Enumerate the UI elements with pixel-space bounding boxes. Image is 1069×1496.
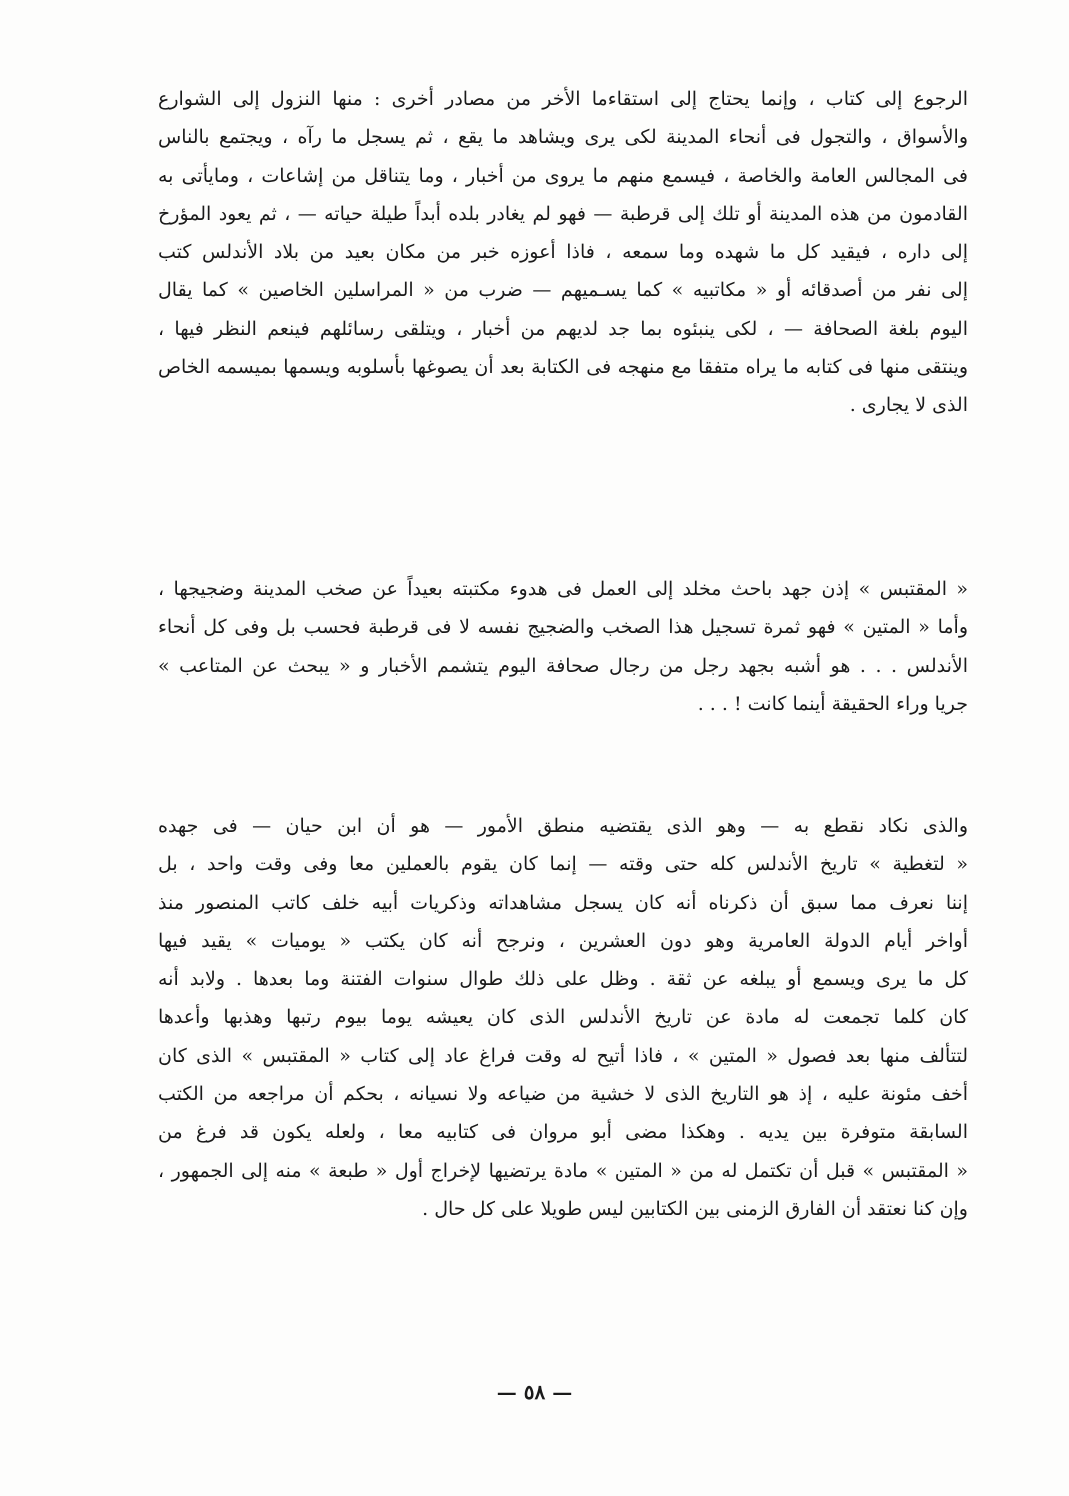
text-line: لتتألف منها بعد فصول « المتين » ، فاذا أتيح له وقت فراغ عاد إلى كتاب « المقتبس » الذى كان xyxy=(158,1044,968,1067)
text-line: والأسواق ، والتجول فى أنحاء المدينة لكى يرى ويشاهد ما يقع ، ثم يسجل ما رآه ، ويجتمع بالناس xyxy=(158,126,968,149)
text-line: الذى لا يجارى . xyxy=(849,394,968,417)
text-line: وأما « المتين » فهو ثمرة تسجيل هذا الصخب والضجيج نفسه لا فى قرطبة فحسب بل وفى كل أنحاء xyxy=(158,616,968,639)
text-line: اليوم بلغة الصحافة — ، لكى ينبئوه بما جد لديهم من أخبار ، ويتلقى رسائلهم فينعم النظر فيها ، xyxy=(158,317,968,340)
text-line: إلى نفر من أصدقائه أو « مكاتبيه » كما يسـميهم — ضرب من « المراسلين الخاصين » كما يقال xyxy=(158,279,968,302)
text-line: الأندلس . . . هو أشبه بجهد رجل من رجال صحافة اليوم يتشمم الأخبار و « يبحث عن المتاعب » xyxy=(158,654,968,677)
text-line: والذى نكاد نقطع به — وهو الذى يقتضيه منطق الأمور — هو أن ابن حيان — فى جهده xyxy=(158,815,968,837)
text-line: « المقتبس » قبل أن تكتمل له من « المتين » مادة يرتضيها لإخراج أول « طبعة » منه إلى الجمهور ، xyxy=(158,1159,968,1182)
text-line: وينتقى منها فى كتابه ما يراه متفقا مع منهجه فى الكتابة بعد أن يصوغها بأسلوبه ويسمها بميسمه الخاص xyxy=(158,356,968,379)
text-line: « لتغطية » تاريخ الأندلس كله حتى وقته — إنما كان يقوم بالعملين معا وفى وقت واحد ، بل xyxy=(158,853,968,876)
text-line: كل ما يرى ويسمع أو يبلغه عن ثقة . وظل على ذلك طوال سنوات الفتنة وما بعدها . ولابد أنه xyxy=(158,968,968,991)
text-line: أواخر أيام الدولة العامرية وهو دون العشرين ، ونرجح أنه كان يكتب « يوميات » يقيد فيها xyxy=(158,929,968,952)
text-line: وإن كنا نعتقد أن الفارق الزمنى بين الكتابين ليس طويلا على كل حال . xyxy=(422,1197,968,1220)
text-line: إلى داره ، فيقيد كل ما شهده وما سمعه ، فاذا أعوزه خبر من مكان بعيد من بلاد الأندلس كتب xyxy=(158,241,968,264)
text-line: الرجوع إلى كتاب ، وإنما يحتاج إلى استقاءما الأخر من مصادر أخرى : منها النزول إلى الشوارع xyxy=(158,88,968,110)
text-line: « المقتبس » إذن جهد باحث مخلد إلى العمل فى هدوء مكتبته بعيداً عن صخب المدينة وضجيجها ، xyxy=(158,578,968,600)
paragraph-1 xyxy=(158,80,968,425)
text-line: جريا وراء الحقيقة أينما كانت ! . . . xyxy=(697,692,968,715)
page-number: — ٥٨ — xyxy=(496,1380,573,1404)
paragraph-2 xyxy=(158,570,968,723)
text-line: إننا نعرف مما سبق أن ذكرناه أنه كان يسجل مشاهداته وذكريات أبيه خلف كاتب المنصور منذ xyxy=(158,891,968,914)
text-line: فى المجالس العامة والخاصة ، فيسمع منهم ما يروى من أخبار ، وما يتناقل من إشاعات ، ومايأتى به xyxy=(158,164,968,187)
paragraph-3 xyxy=(158,807,968,1228)
text-line: أخف مئونة عليه ، إذ هو التاريخ الذى لا خشية من ضياعه ولا نسيانه ، بحكم أن مراجعه من الكتب xyxy=(158,1083,968,1106)
text-line: القادمون من هذه المدينة أو تلك إلى قرطبة — فهو لم يغادر بلده أبداً طيلة حياته — ، ثم يعود المؤرخ xyxy=(158,202,968,225)
text-line: كان كلما تجمعت له مادة عن تاريخ الأندلس الذى كان يعيشه يوما بيوم رتبها وهذبها وأعدها xyxy=(158,1006,968,1029)
text-line: السابقة متوفرة بين يديه . وهكذا مضى أبو مروان فى كتابيه معا ، ولعله يكون قد فرغ من xyxy=(158,1121,968,1144)
